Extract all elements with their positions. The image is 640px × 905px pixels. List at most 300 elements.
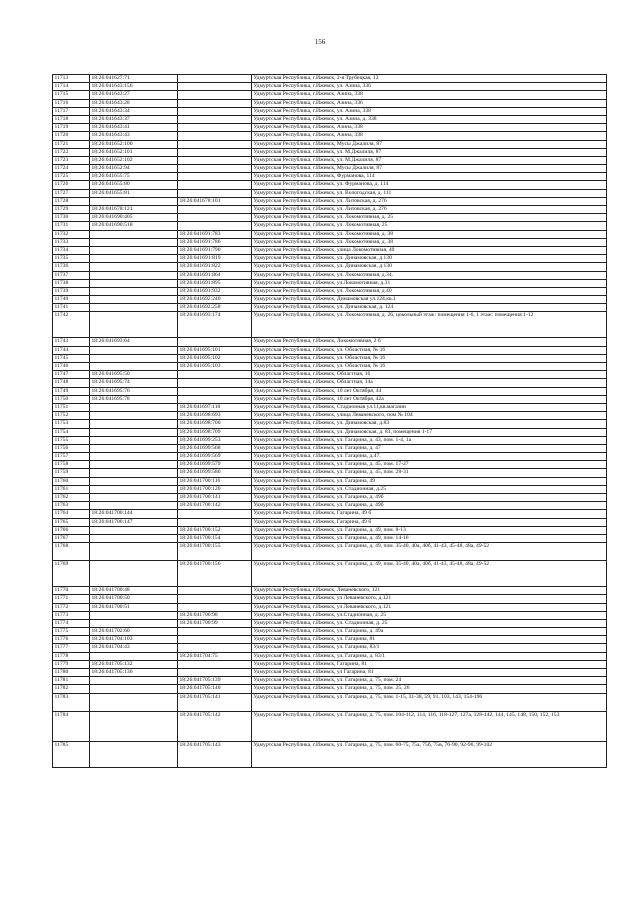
cadastral-number-premises: 18:26:041704:75: [178, 652, 252, 660]
address: Удмуртская Республика, г.Ижевск, ул. Азина, 338: [252, 107, 607, 115]
cadastral-number-parcel: [90, 246, 178, 254]
address: Удмуртская Республика, г.Ижевск, ул. Гагарина, д.47.: [252, 453, 607, 461]
cadastral-number-premises: 18:26:041691:864: [178, 271, 252, 279]
row-number: 11760: [53, 477, 90, 485]
address: Удмуртская Республика, г.Ижевск, Мусы Джалиля, 87: [252, 140, 607, 148]
cadastral-number-premises: 18:26:041699:579: [178, 461, 252, 469]
cadastral-number-premises: 18:26:041700:116: [178, 477, 252, 485]
cadastral-number-parcel: 18:26:041700:51: [90, 603, 178, 611]
row-number: 11765: [53, 518, 90, 526]
table-row: [53, 561, 607, 587]
table-row: [53, 619, 607, 627]
address: Удмуртская Республика, г.Ижевск, ул. Локомотивная, д.34.: [252, 271, 607, 279]
row-number: 11737: [53, 271, 90, 279]
address: Удмуртская Республика, г.Ижевск, ул. Гагарина, д. 75, пом. 104-112, 114, 116, 118-127, 127а, 128-142, 144, 145, 148, 150, 152, 153: [252, 711, 607, 741]
cadastral-number-premises: [178, 636, 252, 644]
cadastral-number-parcel: 18:26:041655:75: [90, 173, 178, 181]
table-row: [53, 246, 607, 254]
table-row: [53, 693, 607, 711]
cadastral-number-parcel: [90, 238, 178, 246]
cadastral-number-premises: [178, 669, 252, 677]
table-row: [53, 494, 607, 502]
table-row: [53, 173, 607, 181]
cadastral-register-table: [52, 74, 607, 768]
cadastral-number-premises: 18:26:041700:141: [178, 494, 252, 502]
table-row: [53, 652, 607, 660]
address: Удмуртская Республика, г.Ижевск, ул.Локомотивная, д.31: [252, 279, 607, 287]
row-number: 11782: [53, 685, 90, 693]
address: Удмуртская Республика, г.Ижевск, ул. Локомотивная, д. 26, цокольный этаж: помещения 1-6, 1 этаж: помещения 1-12: [252, 312, 607, 338]
cadastral-number-parcel: [90, 477, 178, 485]
cadastral-number-parcel: [90, 453, 178, 461]
cadastral-number-premises: [178, 115, 252, 123]
cadastral-number-premises: [178, 124, 252, 132]
row-number: 11723: [53, 156, 90, 164]
cadastral-number-parcel: [90, 526, 178, 534]
table-row: [53, 510, 607, 518]
table-row: [53, 420, 607, 428]
cadastral-number-parcel: [90, 436, 178, 444]
cadastral-number-parcel: [90, 279, 178, 287]
table-row: [53, 461, 607, 469]
table-row: [53, 444, 607, 452]
cadastral-number-premises: [178, 165, 252, 173]
row-number: 11722: [53, 148, 90, 156]
cadastral-number-parcel: 18:26:041705:136: [90, 669, 178, 677]
table-row: [53, 115, 607, 123]
cadastral-number-premises: [178, 518, 252, 526]
table-row: [53, 263, 607, 271]
row-number: 11716: [53, 99, 90, 107]
cadastral-number-parcel: [90, 494, 178, 502]
row-number: 11753: [53, 420, 90, 428]
table-row: [53, 312, 607, 338]
address: Удмуртская Республика, г.Ижевск, Мусы Джалиля, 87: [252, 165, 607, 173]
row-number: 11769: [53, 561, 90, 587]
cadastral-number-premises: [178, 510, 252, 518]
address: Удмуртская Республика, г.Ижевск, ул. Вологодская, д. 111: [252, 189, 607, 197]
table-row: [53, 230, 607, 238]
row-number: 11733: [53, 238, 90, 246]
cadastral-number-premises: [178, 83, 252, 91]
cadastral-number-premises: [178, 379, 252, 387]
address: Удмуртская Республика, г.Ижевск, улица Леваневского, пом № 104: [252, 412, 607, 420]
row-number: 11738: [53, 279, 90, 287]
address: Удмуртская Республика, г.Ижевск, ул. Областная, № 16: [252, 363, 607, 371]
table-row: [53, 518, 607, 526]
address: Удмуртская Республика, г.Ижевск, ул. Гагарина, д. 47: [252, 444, 607, 452]
address: Удмуртская Республика, г.Ижевск, ул Леваневского, д.121: [252, 595, 607, 603]
cadastral-number-parcel: [90, 619, 178, 627]
address: Удмуртская Республика, г.Ижевск, ул. Динамовская, д. 124: [252, 304, 607, 312]
cadastral-number-parcel: 18:26:041704:103: [90, 636, 178, 644]
row-number: 11768: [53, 543, 90, 561]
cadastral-number-parcel: [90, 363, 178, 371]
cadastral-number-parcel: 18:26:041655:80: [90, 181, 178, 189]
table-row: [53, 677, 607, 685]
table-row: [53, 83, 607, 91]
address: Удмуртская Республика, г.Ижевск, ул. Динамовская, д. 83, помещения 1-17: [252, 428, 607, 436]
row-number: 11757: [53, 453, 90, 461]
cadastral-number-parcel: [90, 255, 178, 263]
row-number: 11774: [53, 619, 90, 627]
cadastral-number-premises: 18:26:041699:568: [178, 444, 252, 452]
cadastral-number-premises: 18:26:041698:700: [178, 420, 252, 428]
address: Удмуртская Республика, г.Ижевск, ул. Локомотивная, д.40: [252, 287, 607, 295]
cadastral-number-premises: [178, 107, 252, 115]
table-row: [53, 132, 607, 140]
row-number: 11773: [53, 611, 90, 619]
row-number: 11781: [53, 677, 90, 685]
row-number: 11752: [53, 412, 90, 420]
row-number: 11734: [53, 246, 90, 254]
address: Удмуртская Республика, г.Ижевск, ул. Гагарина, д. 75, пом. 60-75, 75а, 75б, 75в, 76-90, 92-96, 99-102: [252, 741, 607, 767]
cadastral-number-premises: [178, 75, 252, 83]
table-row: [53, 165, 607, 173]
table-row: [53, 685, 607, 693]
cadastral-number-premises: [178, 206, 252, 214]
cadastral-number-parcel: 18:26:041652:101: [90, 148, 178, 156]
row-number: 11754: [53, 428, 90, 436]
cadastral-number-premises: 18:26:041700:98: [178, 611, 252, 619]
address: Удмуртская Республика, г.Ижевск, ул. Областная, № 16: [252, 354, 607, 362]
table-row: [53, 379, 607, 387]
address: Удмуртская Республика, г.Ижевск, ул. Локомотивная, д. 38: [252, 238, 607, 246]
address: Удмуртская Республика, г.Ижевск, ул. Азина, 336: [252, 83, 607, 91]
address: Удмуртская Республика, г.Ижевск, Азина, 338: [252, 132, 607, 140]
row-number: 11721: [53, 140, 90, 148]
cadastral-number-premises: [178, 338, 252, 346]
cadastral-number-parcel: 18:26:041643:43: [90, 132, 178, 140]
cadastral-number-parcel: [90, 412, 178, 420]
row-number: 11718: [53, 115, 90, 123]
cadastral-number-parcel: 18:26:041690:518: [90, 222, 178, 230]
address: Удмуртская Республика, г.Ижевск, 10 лет Октября, 42а: [252, 395, 607, 403]
table-row: [53, 338, 607, 346]
cadastral-number-parcel: 18:26:041700:144: [90, 510, 178, 518]
cadastral-number-parcel: [90, 611, 178, 619]
address: Удмуртская Республика, г.Ижевск, Гагарина, 81: [252, 660, 607, 668]
row-number: 11746: [53, 363, 90, 371]
cadastral-number-parcel: [90, 741, 178, 767]
table-row: [53, 156, 607, 164]
address: Удмуртская Республика, г.Ижевск, улица Локомотивная, 40: [252, 246, 607, 254]
row-number: 11772: [53, 603, 90, 611]
table-row: [53, 628, 607, 636]
cadastral-number-parcel: [90, 561, 178, 587]
cadastral-number-premises: 18:26:041700:120: [178, 485, 252, 493]
table-row: [53, 371, 607, 379]
row-number: 11776: [53, 636, 90, 644]
cadastral-number-parcel: 18:26:041643:27: [90, 91, 178, 99]
row-number: 11766: [53, 526, 90, 534]
row-number: 11713: [53, 75, 90, 83]
row-number: 11779: [53, 660, 90, 668]
table-row: [53, 214, 607, 222]
table-row: [53, 469, 607, 477]
cadastral-number-premises: 18:26:041705:139: [178, 677, 252, 685]
cadastral-number-premises: [178, 99, 252, 107]
row-number: 11739: [53, 287, 90, 295]
cadastral-number-premises: 18:26:041705:142: [178, 711, 252, 741]
cadastral-number-parcel: [90, 403, 178, 411]
row-number: 11771: [53, 595, 90, 603]
table-row: [53, 222, 607, 230]
row-number: 11767: [53, 534, 90, 542]
cadastral-number-premises: 18:26:041691:786: [178, 238, 252, 246]
table-row: [53, 636, 607, 644]
cadastral-number-premises: [178, 173, 252, 181]
table-row: [53, 346, 607, 354]
cadastral-number-premises: 18:26:041700:155: [178, 543, 252, 561]
cadastral-number-premises: 18:26:041692:240: [178, 296, 252, 304]
cadastral-number-parcel: [90, 444, 178, 452]
table-row: [53, 140, 607, 148]
row-number: 11783: [53, 693, 90, 711]
cadastral-number-premises: [178, 628, 252, 636]
row-number: 11717: [53, 107, 90, 115]
cadastral-number-parcel: [90, 677, 178, 685]
cadastral-number-parcel: 18:26:041643:28: [90, 99, 178, 107]
row-number: 11785: [53, 741, 90, 767]
cadastral-number-premises: 18:26:041698:693: [178, 412, 252, 420]
cadastral-number-parcel: 18:26:041643:41: [90, 124, 178, 132]
cadastral-number-parcel: [90, 685, 178, 693]
row-number: 11731: [53, 222, 90, 230]
table-row: [53, 354, 607, 362]
cadastral-number-parcel: [90, 502, 178, 510]
row-number: 11761: [53, 485, 90, 493]
cadastral-number-parcel: [90, 693, 178, 711]
cadastral-number-parcel: [90, 354, 178, 362]
row-number: 11755: [53, 436, 90, 444]
row-number: 11744: [53, 346, 90, 354]
cadastral-number-premises: [178, 222, 252, 230]
row-number: 11729: [53, 206, 90, 214]
row-number: 11725: [53, 173, 90, 181]
cadastral-number-parcel: 18:26:041652:94: [90, 165, 178, 173]
address: Удмуртская Республика, г.Ижевск, ул. Литовская, д. 276: [252, 197, 607, 205]
address: Удмуртская Республика, г.Ижевск, Гагарина, 49 б: [252, 510, 607, 518]
address: Удмуртская Республика, г.Ижевск, ул. Гагарина, 49: [252, 477, 607, 485]
address: Удмуртская Республика, г.Ижевск, ул. Областная, № 16: [252, 346, 607, 354]
cadastral-number-premises: 18:26:041695:101: [178, 346, 252, 354]
address: Удмуртская Республика, г.Ижевск, ул. Гагарина, д. 83/1: [252, 652, 607, 660]
cadastral-number-premises: 18:26:041691:783: [178, 230, 252, 238]
cadastral-number-premises: 18:26:041691:895: [178, 279, 252, 287]
cadastral-number-premises: 18:26:041695:103: [178, 363, 252, 371]
cadastral-number-premises: 18:26:041695:102: [178, 354, 252, 362]
address: Удмуртская Республика, г.Ижевск, ул. Гагарина, д. 49, пом. 35-40, 40а, 40б, 41-43, 45-48, 48а, 49-52: [252, 543, 607, 561]
row-number: 11778: [53, 652, 90, 660]
table-row: [53, 395, 607, 403]
cadastral-number-parcel: 18:26:041655:81: [90, 189, 178, 197]
address: Удмуртская Республика, г.Ижевск, ул Леваневского, д.121: [252, 603, 607, 611]
table-row: [53, 189, 607, 197]
cadastral-number-premises: [178, 595, 252, 603]
address: Удмуртская Республика, г.Ижевск, ул. Гагарина, д. 75, пом. 25, 26: [252, 685, 607, 693]
cadastral-number-premises: [178, 387, 252, 395]
row-number: 11741: [53, 304, 90, 312]
address: Удмуртская Республика, г.Ижевск, ул. Динамовская, д.130: [252, 255, 607, 263]
cadastral-number-parcel: 18:26:041705:132: [90, 660, 178, 668]
row-number: 11727: [53, 189, 90, 197]
row-number: 11748: [53, 379, 90, 387]
cadastral-number-parcel: [90, 469, 178, 477]
cadastral-number-parcel: [90, 230, 178, 238]
cadastral-number-parcel: 18:26:041678:121: [90, 206, 178, 214]
row-number: 11750: [53, 395, 90, 403]
table-row: [53, 595, 607, 603]
row-number: 11714: [53, 83, 90, 91]
row-number: 11762: [53, 494, 90, 502]
cadastral-number-premises: 18:26:041691:819: [178, 255, 252, 263]
table-row: [53, 304, 607, 312]
row-number: 11784: [53, 711, 90, 741]
cadastral-number-parcel: [90, 197, 178, 205]
cadastral-number-premises: 18:26:041699:569: [178, 453, 252, 461]
cadastral-number-premises: 18:26:041678:101: [178, 197, 252, 205]
cadastral-number-parcel: [90, 304, 178, 312]
cadastral-number-premises: 18:26:041705:141: [178, 693, 252, 711]
cadastral-number-parcel: 18:26:041690:405: [90, 214, 178, 222]
cadastral-number-parcel: 18:26:041695:76: [90, 387, 178, 395]
address: Удмуртская Республика, г.Ижевск, ул. Гагарина, д. 45, пом. 17-27: [252, 461, 607, 469]
row-number: 11735: [53, 255, 90, 263]
row-number: 11749: [53, 387, 90, 395]
address: Удмуртская Республика, г.Ижевск, ул. Локомотивная, 25: [252, 222, 607, 230]
table-row: [53, 485, 607, 493]
cadastral-number-premises: [178, 644, 252, 652]
cadastral-number-parcel: [90, 312, 178, 338]
cadastral-number-parcel: [90, 711, 178, 741]
row-number: 11759: [53, 469, 90, 477]
address: Удмуртская Республика, г.Ижевск, Леваневского, 121: [252, 587, 607, 595]
cadastral-number-parcel: [90, 287, 178, 295]
row-number: 11736: [53, 263, 90, 271]
address: Удмуртская Республика, г.Ижевск, Фурманова, 114: [252, 173, 607, 181]
cadastral-number-premises: 18:26:041698:709: [178, 428, 252, 436]
table-row: [53, 75, 607, 83]
table-row: [53, 296, 607, 304]
cadastral-number-premises: [178, 371, 252, 379]
address: Удмуртская Республика, г.Ижевск, 10 лет Октября, 44: [252, 387, 607, 395]
cadastral-number-parcel: 18:26:041643:34: [90, 107, 178, 115]
table-row: [53, 238, 607, 246]
table-row: [53, 271, 607, 279]
address: Удмуртская Республика, г.Ижевск, ул. Гагарина, д. 75, пом. 24: [252, 677, 607, 685]
address: Удмуртская Республика, г.Ижевск, ул. Гагарина, д. 49б: [252, 494, 607, 502]
cadastral-number-premises: 18:26:041700:154: [178, 534, 252, 542]
address: Удмуртская Республика, г.Ижевск, ул. Динамовская, д.83: [252, 420, 607, 428]
cadastral-number-parcel: 18:26:041652:102: [90, 156, 178, 164]
row-number: 11780: [53, 669, 90, 677]
address: Удмуртская Республика, г.Ижевск, Азина, 338: [252, 124, 607, 132]
row-number: 11732: [53, 230, 90, 238]
row-number: 11743: [53, 338, 90, 346]
cadastral-number-premises: [178, 189, 252, 197]
table-row: [53, 603, 607, 611]
address: Удмуртская Республика, г.Ижевск, Динамовская ул.124,кв.1: [252, 296, 607, 304]
address: Удмуртская Республика, г.Ижевск, 2-я Трубецкая, 12: [252, 75, 607, 83]
address: Удмуртская Республика, г.Ижевск, ул. Гагарина, д. 49, пом. 35-40, 40а, 40б, 41-43, 45-48, 48а, 49-52: [252, 561, 607, 587]
cadastral-number-premises: [178, 91, 252, 99]
cadastral-number-parcel: [90, 534, 178, 542]
address: Удмуртская Республика, г.Ижевск, ул. Гагарина, д. 49, пом. 8-13: [252, 526, 607, 534]
row-number: 11740: [53, 296, 90, 304]
address: Удмуртская Республика, г.Ижевск, ул. Гагарина, д. 49а: [252, 628, 607, 636]
cadastral-number-premises: 18:26:041700:99: [178, 619, 252, 627]
address: Удмуртская Республика, г.Ижевск, Гагарина, 49 б: [252, 518, 607, 526]
cadastral-number-premises: 18:26:041691:822: [178, 263, 252, 271]
address: Удмуртская Республика, г.Ижевск, ул Гагарина, 81: [252, 669, 607, 677]
row-number: 11724: [53, 165, 90, 173]
address: Удмуртская Республика, г.Ижевск, ул. М.Джалиля, 87: [252, 148, 607, 156]
cadastral-number-premises: 18:26:041692:258: [178, 304, 252, 312]
cadastral-number-premises: 18:26:041699:580: [178, 469, 252, 477]
cadastral-number-premises: 18:26:041691:932: [178, 287, 252, 295]
table-row: [53, 453, 607, 461]
table-row: [53, 255, 607, 263]
table-row: [53, 124, 607, 132]
cadastral-number-premises: 18:26:041697:110: [178, 403, 252, 411]
cadastral-number-parcel: 18:26:041643:156: [90, 83, 178, 91]
address: Удмуртская Республика, г.Ижевск, Локомотивная, 2 б: [252, 338, 607, 346]
row-number: 11756: [53, 444, 90, 452]
table-row: [53, 587, 607, 595]
cadastral-number-parcel: 18:26:041695:50: [90, 371, 178, 379]
row-number: 11726: [53, 181, 90, 189]
cadastral-number-parcel: [90, 461, 178, 469]
cadastral-number-parcel: 18:26:041700:50: [90, 595, 178, 603]
table-row: [53, 279, 607, 287]
cadastral-number-parcel: [90, 271, 178, 279]
cadastral-number-parcel: [90, 543, 178, 561]
row-number: 11728: [53, 197, 90, 205]
address: Удмуртская Республика, г.Ижевск, ул. Гагарина, 81: [252, 636, 607, 644]
address: Удмуртская Республика, г.Ижевск, ул. Гагарина, 83/1: [252, 644, 607, 652]
address: Удмуртская Республика, г.Ижевск, ул. Гагарина, д. 75, пом. 1-15, 31-38, 59, 91, 103, 143, 154-196: [252, 693, 607, 711]
address: Удмуртская Республика, г.Ижевск, ул. Гагарина, д. 49, пом. 14-16: [252, 534, 607, 542]
table-row: [53, 611, 607, 619]
address: Удмуртская Республика, г.Ижевск, ул. М.Джалиля, 87: [252, 156, 607, 164]
cadastral-number-premises: [178, 660, 252, 668]
address: Удмуртская Республика, г.Ижевск, ул.Стадионная, д. 25: [252, 611, 607, 619]
cadastral-number-premises: [178, 603, 252, 611]
address: Удмуртская Республика, г.Ижевск, ул. Азина, д. 338: [252, 115, 607, 123]
table-row: [53, 502, 607, 510]
row-number: 11745: [53, 354, 90, 362]
address: Удмуртская Республика, г.Ижевск, Областная, 16: [252, 371, 607, 379]
address: Удмуртская Республика, г.Ижевск, ул. Литовская, д. 276: [252, 206, 607, 214]
row-number: 11719: [53, 124, 90, 132]
row-number: 11742: [53, 312, 90, 338]
table-row: [53, 428, 607, 436]
table-row: [53, 436, 607, 444]
page-number: 156: [314, 38, 326, 46]
cadastral-number-premises: [178, 140, 252, 148]
row-number: 11775: [53, 628, 90, 636]
cadastral-number-premises: [178, 395, 252, 403]
address: Удмуртская Республика, г.Ижевск, ул. Фурманова, д. 114: [252, 181, 607, 189]
table-row: [53, 181, 607, 189]
cadastral-number-parcel: [90, 485, 178, 493]
address: Удмуртская Республика, г.Ижевск, ул. Динамовская, д.130: [252, 263, 607, 271]
cadastral-number-premises: 18:26:041699:253: [178, 436, 252, 444]
cadastral-number-parcel: 18:26:041693:64: [90, 338, 178, 346]
table-row: [53, 197, 607, 205]
address: Удмуртская Республика, г.Ижевск, ул. Локомотивная, д. 38: [252, 230, 607, 238]
